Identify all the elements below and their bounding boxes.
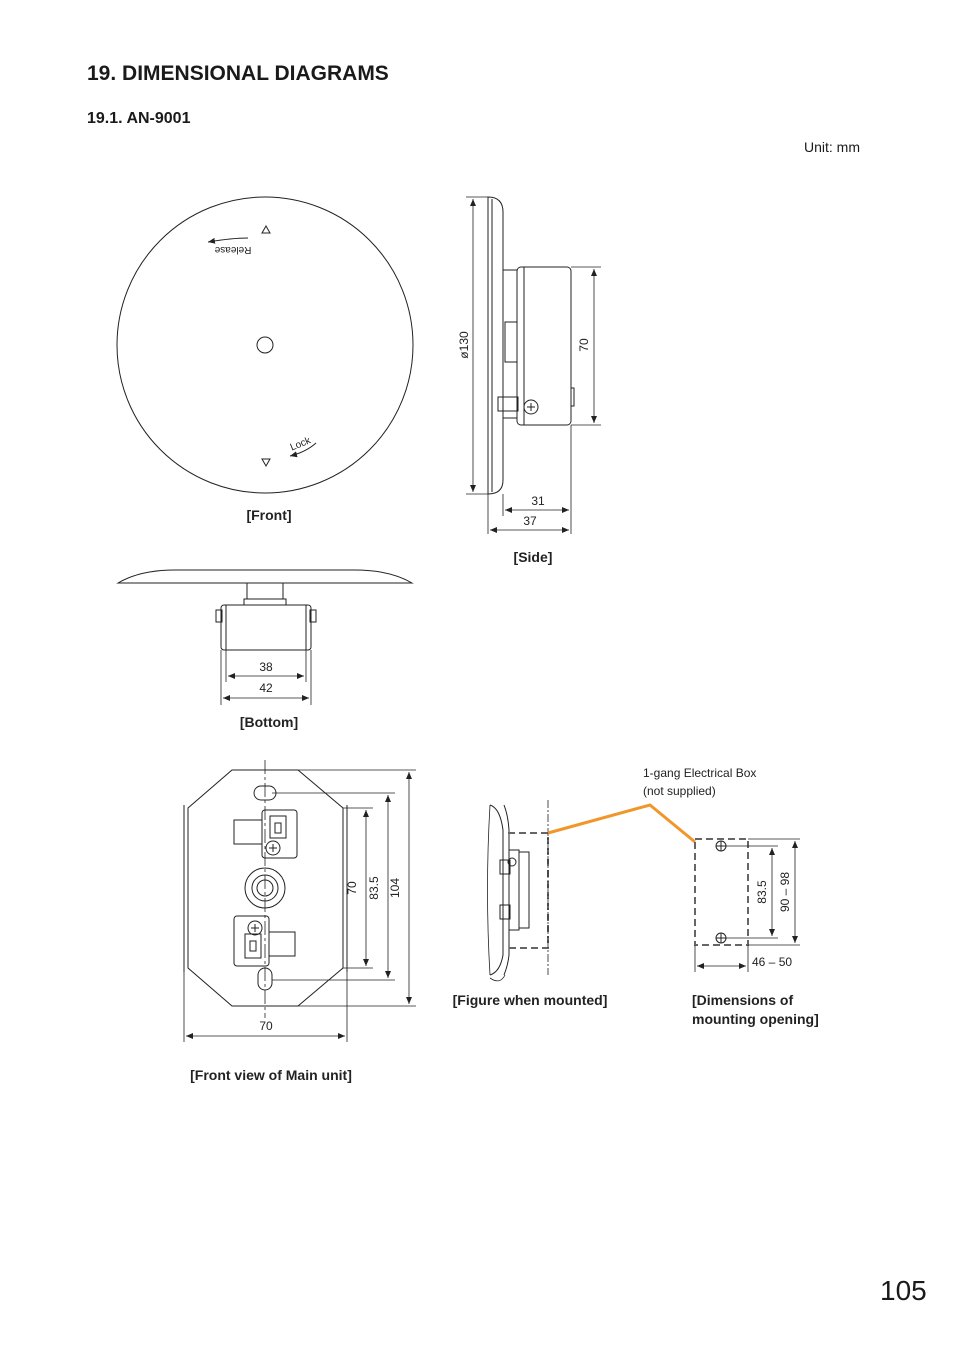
opening-w-label: 46 – 50	[752, 955, 793, 969]
callout-line	[548, 805, 695, 842]
side-dimensions	[466, 197, 601, 534]
main-h3-label: 104	[388, 877, 402, 899]
section-title: 19. DIMENSIONAL DIAGRAMS	[87, 62, 389, 85]
side-height-label: 70	[577, 338, 591, 352]
side-depth-outer-label: 37	[523, 514, 537, 528]
mounted-wall-right	[504, 805, 509, 975]
bottom-body	[221, 605, 311, 650]
mounted-figure	[488, 800, 549, 981]
bottom-view-label: [Bottom]	[239, 714, 299, 730]
mounted-figure-label: [Figure when mounted]	[452, 992, 608, 1008]
bottom-dimensions	[221, 650, 311, 705]
front-view	[117, 197, 413, 493]
bottom-terminal-indicator	[250, 941, 256, 951]
side-plate	[488, 197, 503, 494]
main-h1-label: 70	[345, 881, 359, 895]
main-unit-dimensions	[184, 770, 416, 1042]
side-connector	[505, 322, 517, 362]
top-connector	[234, 820, 262, 844]
mounting-opening	[695, 839, 748, 945]
lock-triangle-icon	[262, 459, 270, 466]
bottom-inner-label: 38	[259, 660, 273, 674]
release-mark: Release	[214, 244, 252, 255]
release-arrow-icon	[208, 238, 248, 242]
mounted-wall-left	[490, 805, 503, 975]
side-diameter-label: ø130	[457, 331, 471, 359]
callout-text-line1: 1-gang Electrical Box	[643, 766, 757, 780]
bottom-neck	[247, 583, 283, 599]
side-clip	[498, 397, 518, 411]
side-view-label: [Side]	[513, 549, 553, 565]
lock-mark: Lock	[288, 435, 313, 454]
side-body	[517, 267, 571, 425]
front-center-hole	[257, 337, 273, 353]
opening-h1-label: 83.5	[755, 880, 769, 904]
unit-note: Unit: mm	[804, 139, 860, 155]
side-depth-inner-label: 31	[531, 494, 545, 508]
bottom-plate	[118, 570, 412, 583]
side-terminal	[571, 388, 574, 406]
opening-h2-label: 90 – 98	[778, 871, 792, 913]
top-terminal-window	[270, 816, 286, 838]
bottom-connector	[269, 932, 295, 956]
top-terminal-indicator	[275, 823, 281, 833]
bottom-view	[118, 570, 412, 650]
main-h2-label: 83.5	[367, 876, 381, 900]
subsection-title: 19.1. AN-9001	[87, 110, 191, 127]
main-unit-view-label: [Front view of Main unit]	[190, 1067, 352, 1083]
main-width-label: 70	[259, 1019, 273, 1033]
page-number: 105	[880, 1275, 927, 1306]
side-view	[488, 197, 574, 494]
opening-label-line2: mounting opening]	[692, 1011, 819, 1027]
main-unit-plate	[188, 770, 343, 1006]
callout-text-line2: (not supplied)	[643, 784, 716, 798]
main-unit-view	[184, 760, 347, 1018]
release-triangle-icon	[262, 226, 270, 233]
bottom-terminal-window	[245, 934, 261, 958]
front-view-label: [Front]	[246, 507, 292, 523]
bottom-outer-label: 42	[259, 681, 273, 695]
front-plate-outline	[117, 197, 413, 493]
opening-label-line1: [Dimensions of	[692, 992, 794, 1008]
opening-outline	[695, 839, 748, 945]
